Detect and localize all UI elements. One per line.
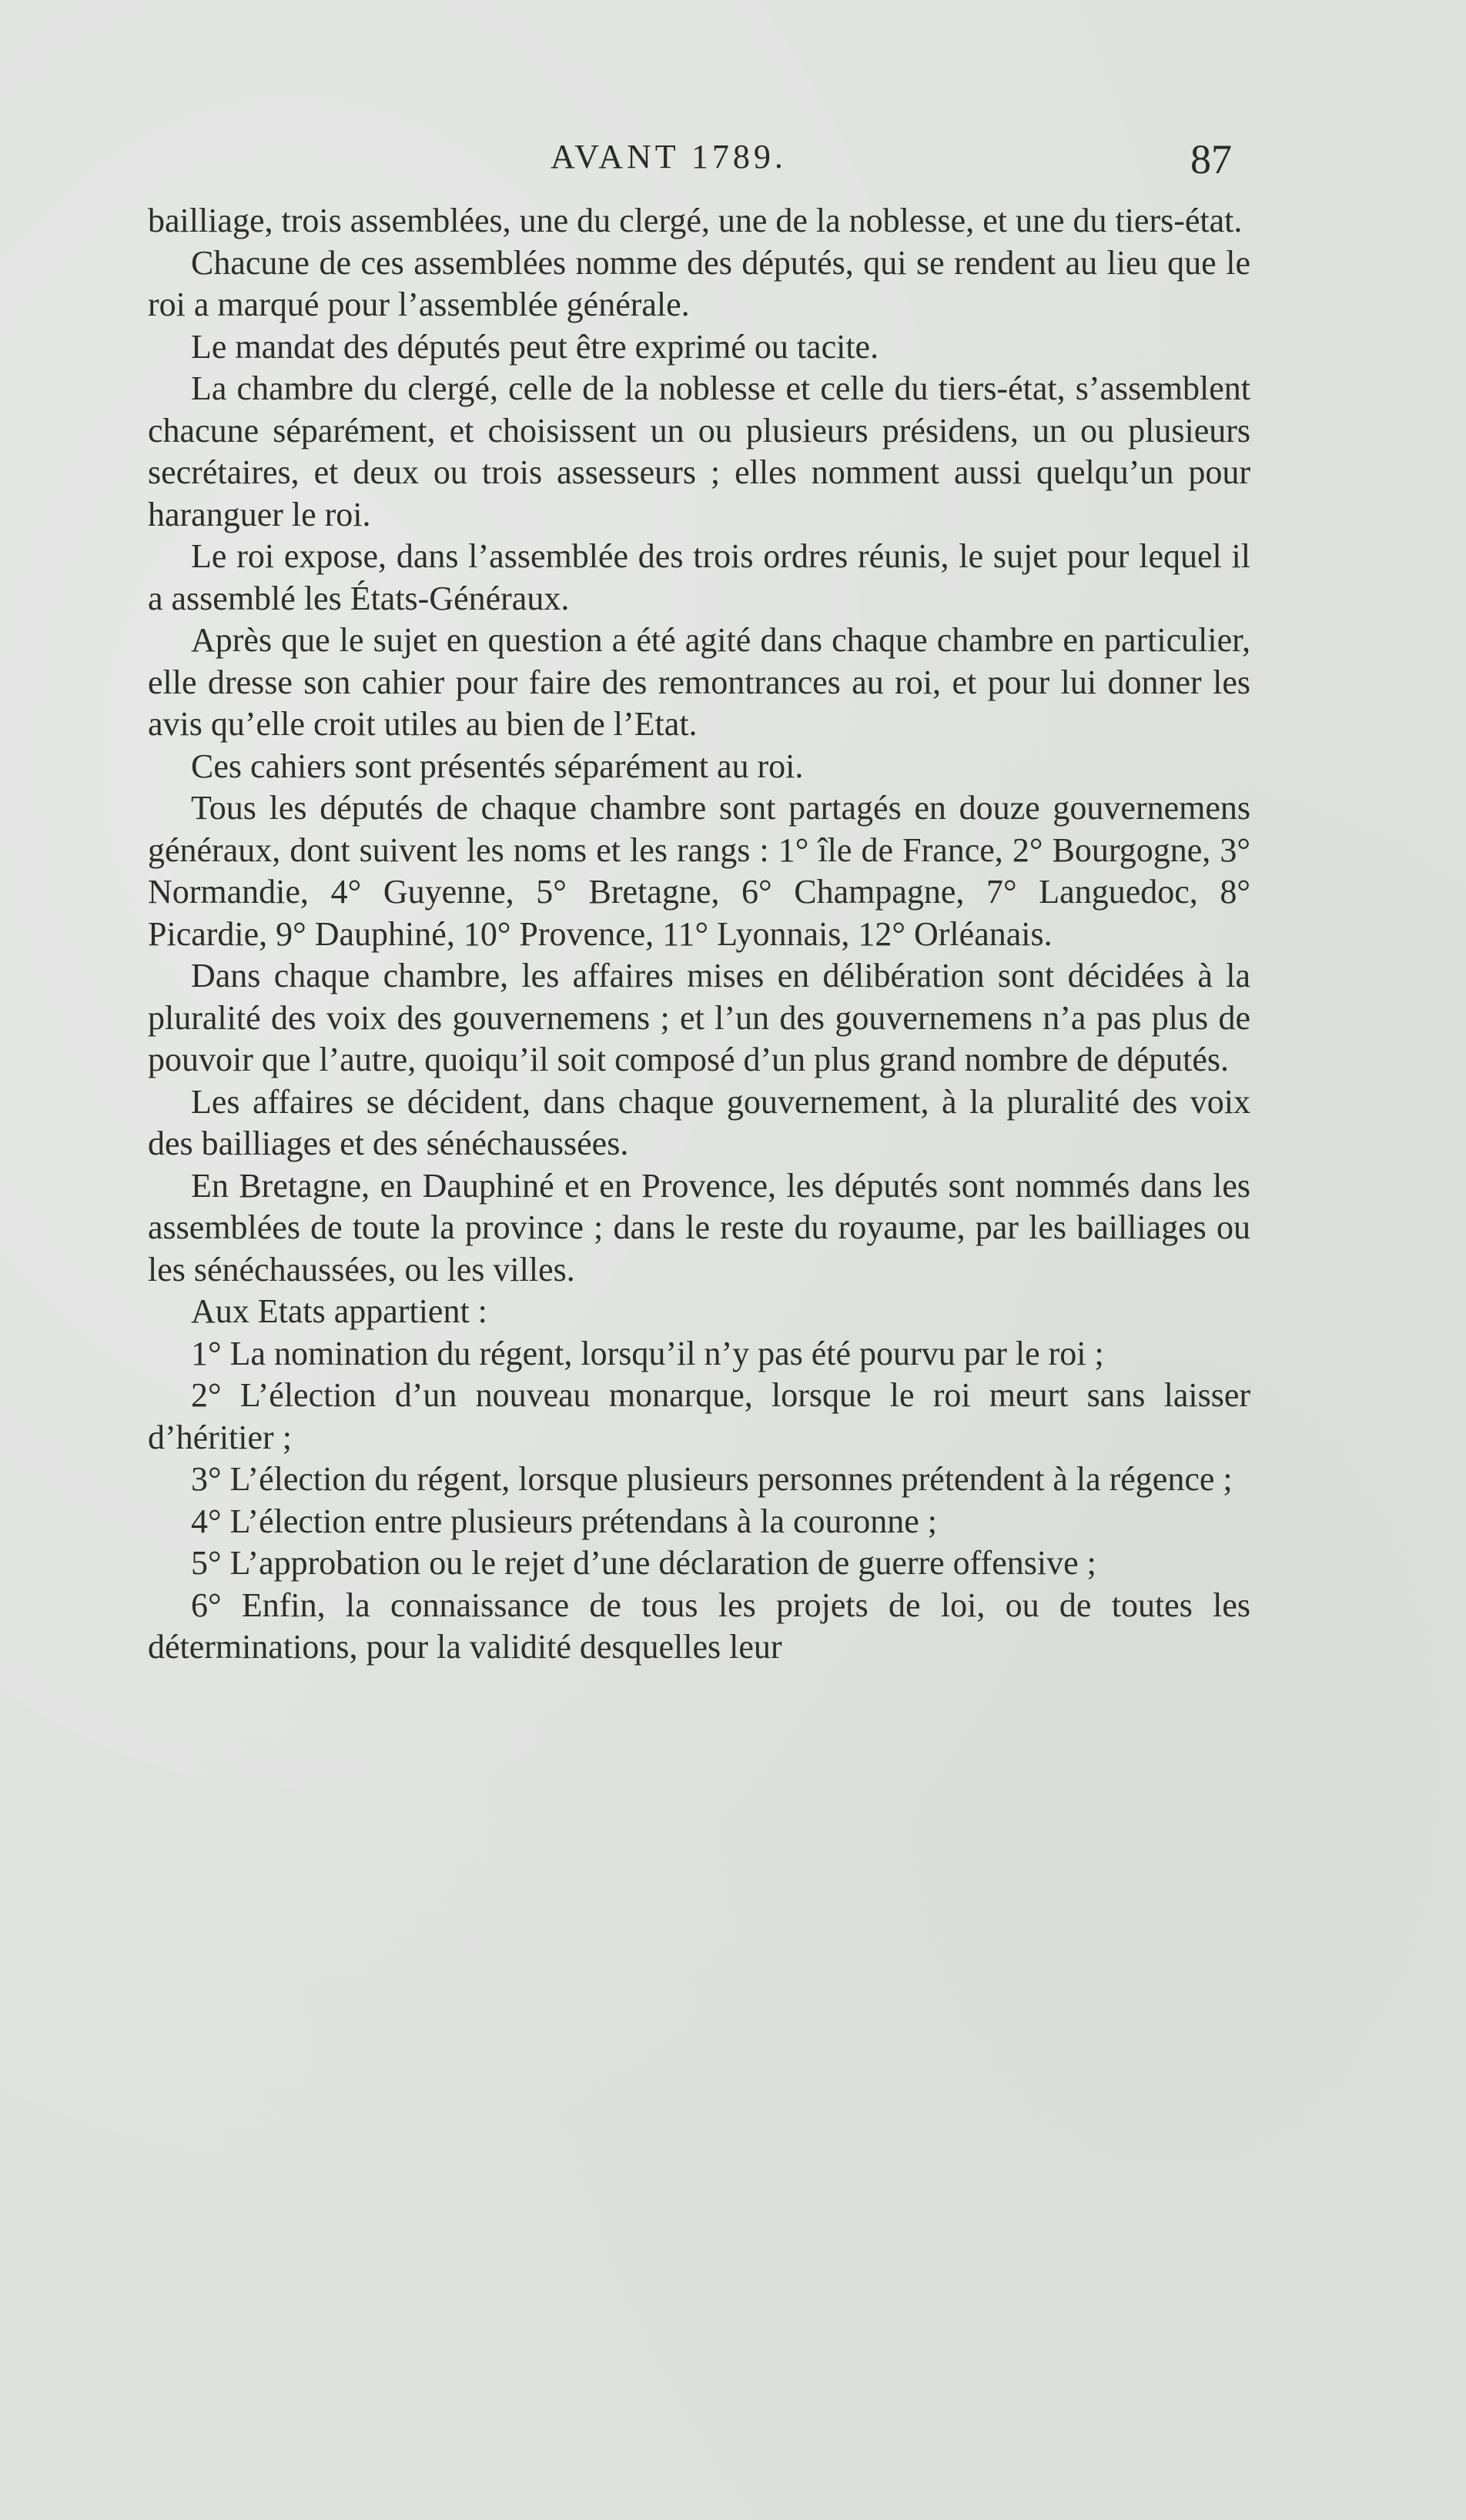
page-header [146,129,1232,183]
paragraph: 2° L’élection d’un nouveau monarque, lorsque le roi meurt sans laisser d’héritier ; [148,1376,1250,1456]
page-number: 87 [1190,136,1232,182]
paragraph: 1° La nomination du régent, lorsqu’il n’y pas été pourvu par le roi ; [191,1334,1104,1372]
paragraph: La chambre du clergé, celle de la noblesse et celle du tiers-état, s’assemblent chacune séparément, et choisissent un ou plusieurs présidens, un ou plusieurs secrétaires, et deux ou trois assesseurs ; elles nomment aussi quelqu’un pour haranguer le roi. [148,369,1250,533]
paragraph: 6° Enfin, la connaissance de tous les projets de loi, ou de toutes les déterminations, pour la validité desquelles leur [148,1586,1250,1666]
paragraph: En Bretagne, en Dauphiné et en Provence, les députés sont nommés dans les assemblées de toute la province ; dans le reste du royaume, par les bailliages ou les sénéchaussées, ou les villes. [148,1166,1250,1288]
paragraph: Chacune de ces assemblées nomme des députés, qui se rendent au lieu que le roi a marqué pour l’assemblée générale. [148,243,1250,323]
paragraph: Le roi expose, dans l’assemblée des trois ordres réunis, le sujet pour lequel il a assemblé les États-Généraux. [148,537,1250,617]
body-text [148,200,1250,1669]
paragraph: 3° L’élection du régent, lorsque plusieurs personnes prétendent à la régence ; [191,1460,1233,1498]
paragraph: Ces cahiers sont présentés séparément au roi. [191,747,804,785]
running-head: AVANT 1789. [551,138,787,175]
paragraph: Dans chaque chambre, les affaires mises en délibération sont décidées à la pluralité des voix des gouvernemens ; et l’un des gouvernemens n’a pas plus de pouvoir que l’autre, quoiqu’il soit composé d’un plus grand nombre de députés. [148,957,1250,1078]
paragraph: Après que le sujet en question a été agité dans chaque chambre en particulier, elle dresse son cahier pour faire des remontrances au roi, et pour lui donner les avis qu’elle croit utiles au bien de l’Etat. [148,621,1250,743]
paragraph: 5° L’approbation ou le rejet d’une déclaration de guerre offensive ; [191,1544,1096,1582]
paragraph: Aux Etats appartient : [191,1292,487,1330]
paragraph: Les affaires se décident, dans chaque gouvernement, à la pluralité des voix des bailliages et des sénéchaussées. [148,1082,1250,1162]
paragraph: 4° L’élection entre plusieurs prétendans à la couronne ; [191,1502,937,1540]
paragraph: bailliage, trois assemblées, une du clergé, une de la noblesse, et une du tiers-état. [148,202,1243,239]
paragraph: Tous les députés de chaque chambre sont partagés en douze gouvernemens généraux, dont suivent les noms et les rangs : 1° île de France, 2° Bourgogne, 3° Normandie, 4° Guyenne, 5° Bretagne, 6° Champagne, 7° Languedoc, 8° Picardie, 9° Dauphiné, 10° Provence, 11° Lyonnais, 12° Orléanais. [148,789,1250,953]
paragraph: Le mandat des députés peut être exprimé ou tacite. [191,327,879,366]
